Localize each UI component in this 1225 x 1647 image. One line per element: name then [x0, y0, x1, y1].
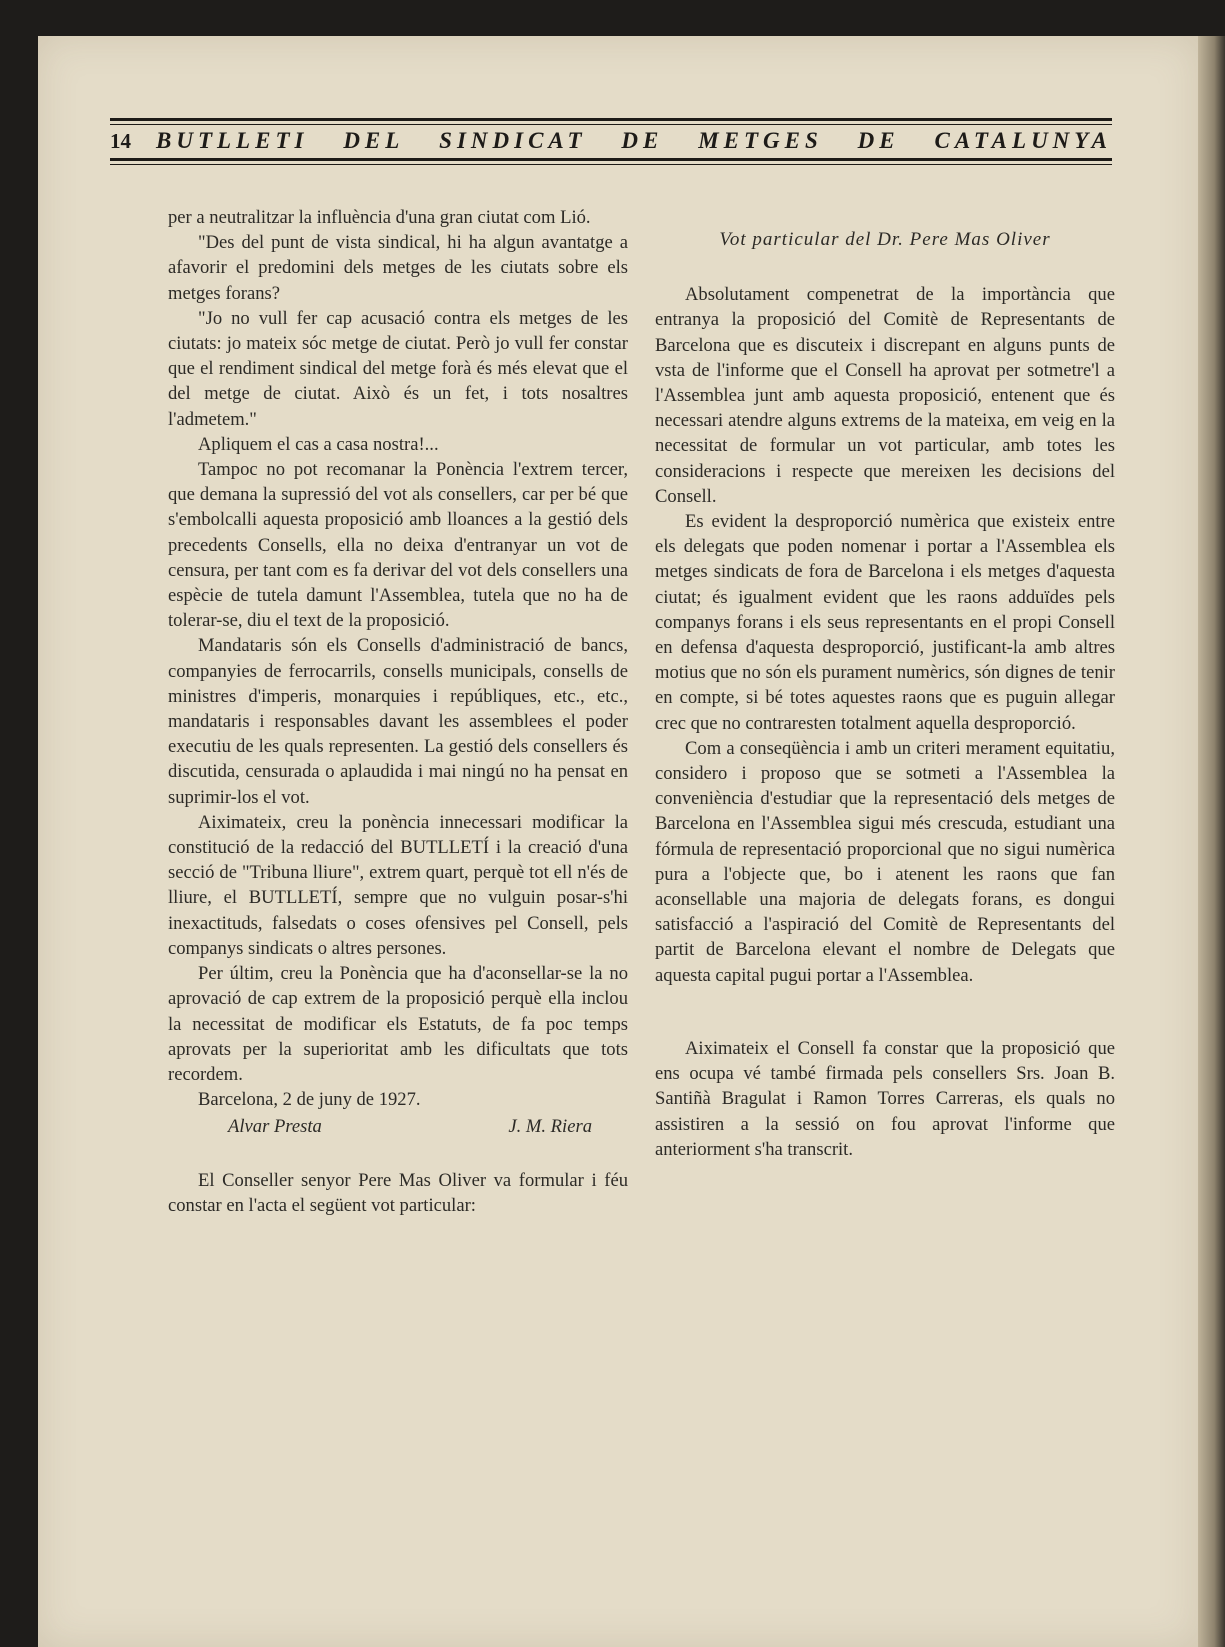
body-paragraph: Apliquem el cas a casa nostra!... — [198, 433, 439, 455]
running-title-word: DE — [857, 128, 900, 153]
running-header — [110, 118, 1112, 182]
closing-paragraph: Aiximateix el Consell fa constar que la proposició que ens ocupa vé també firmada pels consellers Srs. Joan B. Santiñà Bragulat i Ramon Torres Carreras, els quals no assistiren a la sessió on fou aprovat l'informe que anteriorment s'ha transcrit. — [655, 1037, 1115, 1160]
running-title-word: BUTLLETI — [156, 128, 309, 153]
running-title — [156, 128, 1112, 154]
header-row — [110, 126, 1112, 156]
header-rule-top-thin — [110, 124, 1112, 125]
running-title-word: METGES — [698, 128, 823, 153]
body-paragraph: Tampoc no pot recomanar la Ponència l'extrem tercer, que demana la supressió del vot als consellers, car per bé que s'embolcalli aquesta proposició amb lloances a la gestió dels precedents Consells, ella no deixa d'entranyar un vot de censura, per tant com es fa derivar del vot dels consellers una espècie de tutela damunt l'Assemblea, tutela que no ha de tolerar-se, diu el text de la proposició. — [168, 459, 628, 632]
signature-name: J. M. Riera — [508, 1116, 592, 1138]
section-spacer — [655, 988, 1115, 1036]
body-paragraph: Per últim, creu la Ponència que ha d'aconsellar-se la no aprovació de cap extrem de la proposició perquè ella inclou la necessitat de modificar els Estatuts, de fa poc temps aprovats per la superioritat amb les dificultats que tots recordem. — [168, 963, 628, 1085]
section-spacer — [168, 1140, 628, 1168]
body-paragraph: Absolutament compenetrat de la importància que entranya la proposició del Comitè de Representants de Barcelona que es discuteix i discrepant en alguns punts de vsta de l'informe que el Consell ha aprovat per sotmetre'l a l'Assemblea junt amb aquesta proposició, entenent que és necessari atendre alguns extrems de la mateixa, em veig en la necessitat de formular un vot particular, amb totes les consideracions i respecte que mereixen les decisions del Consell. — [655, 284, 1115, 507]
running-title-word: SINDICAT — [439, 128, 587, 153]
page-edge-shadow — [1198, 36, 1225, 1647]
running-title-word: DEL — [343, 128, 405, 153]
body-paragraph: per a neutralitzar la influència d'una gran ciutat com Lió. — [168, 207, 591, 228]
closing-paragraph: El Conseller senyor Pere Mas Oliver va formular i féu constar en l'acta el següent vot particular: — [168, 1169, 628, 1216]
section-heading: Vot particular del Dr. Pere Mas Oliver — [719, 229, 1051, 250]
body-paragraph: "Des del punt de vista sindical, hi ha algun avantatge a afavorir el predomini dels metges de les ciutats sobre els metges forans? — [168, 232, 628, 304]
body-paragraph: Mandataris són els Consells d'administració de bancs, companyies de ferrocarrils, consells municipals, consells de ministres d'imperis, monarquies i repúbliques, etc., etc., mandataris i responsables davant les assemblees el poder executiu de les quals representen. La gestió dels consellers és discutida, censurada o aplaudida i mai ningú no ha pensat en suprimir-los el vot. — [168, 635, 628, 808]
header-rule-top-thick — [110, 118, 1112, 121]
left-column — [168, 205, 628, 1218]
body-paragraph: Aiximateix, creu la ponència innecessari modificar la constitució de la redacció del BUTLLETÍ i la creació d'una secció de "Tribuna lliure", extrem quart, perquè tot ell n'és de lliure, el BUTLLETÍ, sempre que no vulguin posar-s'hi inexactituds, falsedats o coses ofensives pel Consell, pels companys sindicats o altres persones. — [168, 811, 628, 959]
running-title-word: CATALUNYA — [934, 128, 1112, 153]
right-column — [655, 205, 1115, 1162]
running-title-word: DE — [621, 128, 664, 153]
dateline: Barcelona, 2 de juny de 1927. — [198, 1089, 421, 1111]
body-paragraph: Com a conseqüència i amb un criteri merament equitatiu, considero i proposo que se sotmeti a l'Assemblea la conveniència d'estudiar que la representació dels metges de Barcelona en l'Assemblea sigui més crescuda, estudiant una fórmula de representació proporcional que no sigui numèrica pura a l'objecte que, bo i atenent les raons que fan aconsellable una majoria de delegats forans, es dongui satisfacció a l'aspiració del Comitè de Representants del partit de Barcelona elevant el nombre de Delegats que aquesta capital pugui portar a l'Assemblea. — [655, 737, 1115, 986]
signatures — [168, 1114, 628, 1139]
body-paragraph: "Jo no vull fer cap acusació contra els metges de les ciutats: jo mateix sóc metge de ciutat. Però jo vull fer constar que el rendiment sindical del metge forà és més elevat que el del metge de ciutat. Això és un fet, i tots nosaltres l'admetem." — [168, 307, 628, 430]
signature-name: Alvar Presta — [228, 1116, 322, 1138]
header-rule-bottom-thin — [110, 164, 1112, 165]
page-number: 14 — [110, 128, 131, 153]
header-rule-bottom-thick — [110, 158, 1112, 161]
body-paragraph: Es evident la desproporció numèrica que existeix entre els delegats que poden nomenar i portar a l'Assemblea els metges sindicats de fora de Barcelona i els metges d'aquesta ciutat; és igualment evident que les raons adduïdes pels companys forans i els seus representants en el propi Consell en defensa d'aquesta desproporció, justificant-la amb altres motius que no són els purament numèrics, són dignes de tenir en compte, si bé totes aquestes raons que es puguin allegar crec que no contraresten totalment aquella desproporció. — [655, 511, 1115, 734]
